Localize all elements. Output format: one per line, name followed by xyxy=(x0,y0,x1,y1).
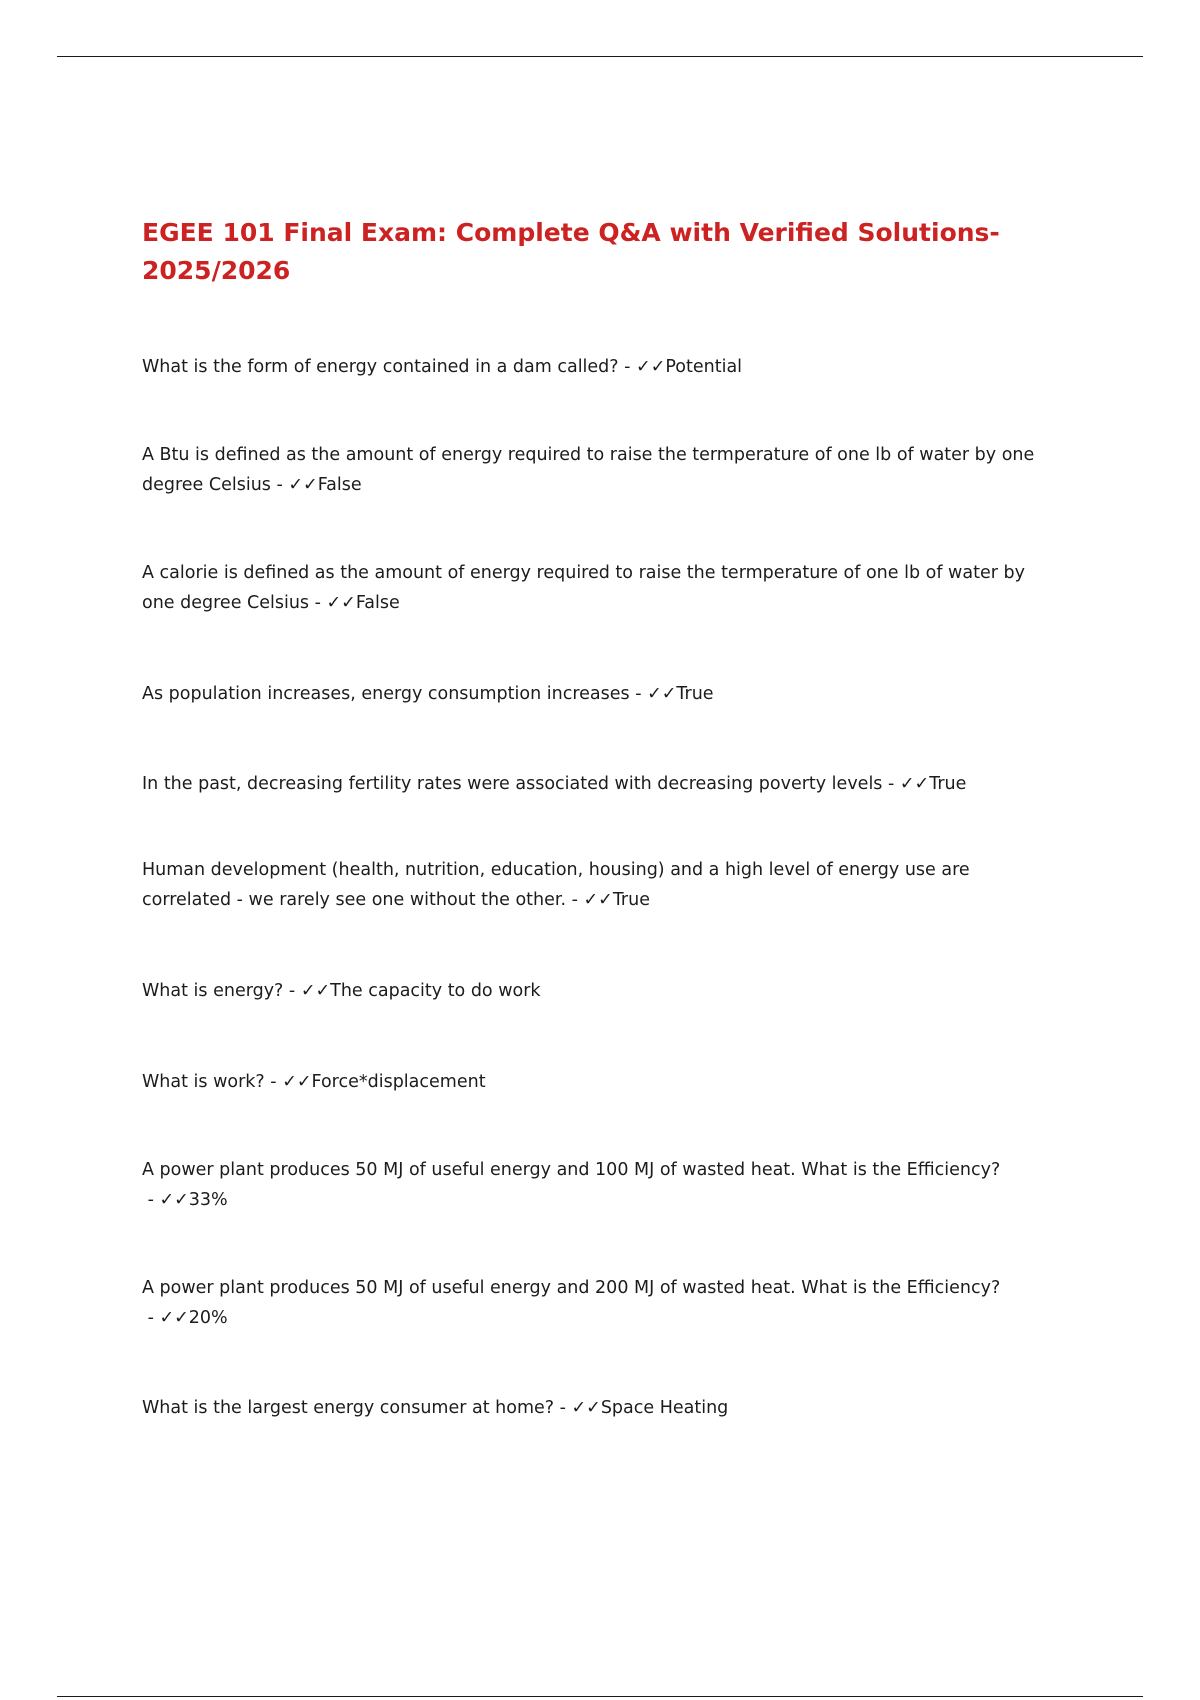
separator: - xyxy=(566,890,584,910)
question-text: What is the form of energy contained in a dam called? xyxy=(142,357,619,377)
separator: - xyxy=(142,1190,160,1210)
qa-item xyxy=(142,855,1042,915)
question-text: A calorie is defined as the amount of energy required to raise the termperature of one lb of water by one degree Celsius xyxy=(142,563,1025,613)
question-text: As population increases, energy consumption increases xyxy=(142,684,630,704)
answer-text: True xyxy=(612,890,650,910)
separator: - xyxy=(882,774,900,794)
qa-item xyxy=(142,558,1042,618)
qa-item xyxy=(142,352,1042,382)
answer-text: 33% xyxy=(188,1190,228,1210)
separator: - xyxy=(270,475,289,495)
answer-text: Space Heating xyxy=(600,1398,729,1418)
question-text: A power plant produces 50 MJ of useful energy and 100 MJ of wasted heat. What is the Efficiency? xyxy=(142,1160,1001,1180)
question-text: What is the largest energy consumer at home? xyxy=(142,1398,555,1418)
qa-item xyxy=(142,1155,1042,1215)
answer-text: Potential xyxy=(665,357,743,377)
qa-item xyxy=(142,1273,1042,1333)
check-marks: ✓✓ xyxy=(899,774,930,794)
question-text: A power plant produces 50 MJ of useful energy and 200 MJ of wasted heat. What is the Efficiency? xyxy=(142,1278,1001,1298)
check-marks: ✓✓ xyxy=(647,684,677,704)
separator: - xyxy=(283,981,301,1001)
answer-text: True xyxy=(929,774,967,794)
document-title: EGEE 101 Final Exam: Complete Q&A with Verified Solutions-2025/2026 xyxy=(142,218,1000,285)
question-text: Human development (health, nutrition, education, housing) and a high level of energy use are correlated - we rarely see one without the other. xyxy=(142,860,970,910)
footer-rule xyxy=(57,1696,1143,1697)
separator: - xyxy=(629,684,648,704)
qa-item xyxy=(142,1067,1042,1097)
answer-text: True xyxy=(676,684,714,704)
separator: - xyxy=(309,593,327,613)
answer-text: The capacity to do work xyxy=(330,981,541,1001)
check-marks: ✓✓ xyxy=(636,357,666,377)
check-marks: ✓✓ xyxy=(282,1072,312,1092)
check-marks: ✓✓ xyxy=(571,1398,601,1418)
qa-item xyxy=(142,440,1042,500)
answer-text: 20% xyxy=(188,1308,228,1328)
header-rule xyxy=(57,56,1143,57)
question-text: What is energy? xyxy=(142,981,284,1001)
answer-text: Force*displacement xyxy=(311,1072,486,1092)
qa-item xyxy=(142,1393,1042,1423)
answer-text: False xyxy=(355,593,400,613)
question-text: What is work? xyxy=(142,1072,265,1092)
separator: - xyxy=(554,1398,572,1418)
check-marks: ✓✓ xyxy=(300,981,331,1001)
check-marks: ✓✓ xyxy=(326,593,356,613)
answer-text: False xyxy=(317,475,362,495)
check-marks: ✓✓ xyxy=(159,1190,189,1210)
question-text: A Btu is defined as the amount of energy required to raise the termperature of one lb of water by one degree Celsius xyxy=(142,445,1035,495)
check-marks: ✓✓ xyxy=(159,1308,189,1328)
separator: - xyxy=(618,357,637,377)
qa-item xyxy=(142,679,1042,709)
separator: - xyxy=(264,1072,283,1092)
check-marks: ✓✓ xyxy=(288,475,318,495)
question-text: In the past, decreasing fertility rates were associated with decreasing poverty levels xyxy=(142,774,883,794)
check-marks: ✓✓ xyxy=(583,890,613,910)
qa-item xyxy=(142,976,1042,1006)
qa-item xyxy=(142,769,1042,799)
separator: - xyxy=(142,1308,160,1328)
